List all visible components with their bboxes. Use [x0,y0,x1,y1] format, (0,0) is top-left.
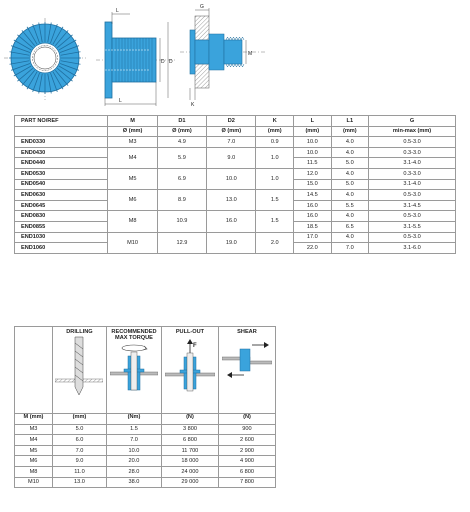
part-ref-cell: END0430 [15,147,108,158]
header-l: L [294,116,332,127]
l1-cell: 4.0 [331,147,369,158]
perf-shear-cell: 7 800 [218,477,275,488]
performance-units-row [15,414,276,425]
perf-shear-cell: 6 800 [218,466,275,477]
perf-drilling-cell: 5.0 [52,424,106,435]
g-cell: 3.1-6.0 [369,243,456,254]
drill-illustration [55,335,103,403]
perf-shear-cell: 2 900 [218,445,275,456]
drilling-label: DRILLING [66,329,93,335]
perf-m-cell: M6 [15,456,53,467]
perf-unit-drilling: (mm) [52,414,106,425]
header-drilling [52,327,106,414]
m-cell: M5 [108,168,157,189]
perf-drilling-cell: 11.0 [52,466,106,477]
unit-g: min-max (mm) [369,126,456,137]
l1-cell: 4.0 [331,190,369,201]
d1-cell: 6.9 [157,168,206,189]
table-row [15,477,276,488]
perf-drilling-cell: 7.0 [52,445,106,456]
d2-cell: 9.0 [207,147,256,168]
performance-header-row [15,327,276,414]
g-cell: 3.1-4.0 [369,179,456,190]
dimensions-table [14,115,456,254]
perf-torque-cell: 20.0 [106,456,161,467]
g-cell: 0.5-3.0 [369,137,456,148]
perf-torque-cell: 1.5 [106,424,161,435]
g-cell: 0.3-3.0 [369,147,456,158]
header-m: M [108,116,157,127]
d2-cell: 10.0 [207,168,256,189]
m-cell: M3 [108,137,157,148]
k-cell: 1.5 [256,211,294,232]
m-cell: M4 [108,147,157,168]
l-cell: 22.0 [294,243,332,254]
unit-l: (mm) [294,126,332,137]
unit-m: Ø (mm) [108,126,157,137]
perf-torque-cell: 7.0 [106,435,161,446]
part-ref-cell: END1060 [15,243,108,254]
part-ref-cell: END0855 [15,221,108,232]
dim-label-d2: D [169,59,173,65]
l1-cell: 4.0 [331,232,369,243]
d2-cell: 19.0 [207,232,256,253]
pullout-label: PULL-OUT [175,329,205,335]
perf-unit-torque: (Nm) [106,414,161,425]
header-blank [15,327,53,414]
m-cell: M8 [108,211,157,232]
k-cell: 2.0 [256,232,294,253]
l-cell: 10.0 [294,137,332,148]
k-cell: 1.0 [256,147,294,168]
dim-label-d1: D [161,59,165,65]
part-ref-cell: END0645 [15,200,108,211]
unit-l1: (mm) [331,126,369,137]
torque-illustration [110,342,158,394]
m-cell: M6 [108,190,157,211]
header-shear [218,327,275,414]
g-cell: 0.5-3.0 [369,211,456,222]
dim-label-g: G [200,4,204,10]
perf-pullout-cell: 11 700 [161,445,218,456]
table-row [15,190,456,201]
g-cell: 0.3-3.0 [369,168,456,179]
perf-shear-cell: 4 900 [218,456,275,467]
table-row [15,435,276,446]
perf-torque-cell: 10.0 [106,445,161,456]
l1-cell: 5.0 [331,179,369,190]
d1-cell: 5.9 [157,147,206,168]
part-ref-cell: END0330 [15,137,108,148]
header-part-no: PART NO/REF [15,116,108,127]
side-view-drawing [96,8,175,106]
m-cell: M10 [108,232,157,253]
l-cell: 16.0 [294,200,332,211]
dim-label-m: M [248,51,253,57]
g-cell: 3.1-5.5 [369,221,456,232]
unit-k: (mm) [256,126,294,137]
d1-cell: 12.9 [157,232,206,253]
perf-shear-cell: 900 [218,424,275,435]
performance-table-container [14,326,276,488]
d2-cell: 16.0 [207,211,256,232]
g-cell: 0.5-3.0 [369,232,456,243]
perf-unit-pullout: (N) [161,414,218,425]
l1-cell: 6.5 [331,221,369,232]
l1-cell: 7.0 [331,243,369,254]
table-row [15,456,276,467]
perf-m-cell: M3 [15,424,53,435]
dimensions-units-row [15,126,456,137]
unit-d1: Ø (mm) [157,126,206,137]
part-ref-cell: END0540 [15,179,108,190]
part-ref-cell: END0830 [15,211,108,222]
performance-table [14,326,276,488]
header-l1: L1 [331,116,369,127]
l1-cell: 4.0 [331,137,369,148]
header-g: G [369,116,456,127]
header-d2: D2 [207,116,256,127]
g-cell: 0.5-3.0 [369,190,456,201]
perf-drilling-cell: 9.0 [52,456,106,467]
part-ref-cell: END0630 [15,190,108,201]
k-cell: 0.9 [256,137,294,148]
torque-label: RECOMMENDED MAX TORQUE [111,329,157,342]
l-cell: 14.5 [294,190,332,201]
perf-pullout-cell: 24 000 [161,466,218,477]
installed-view-drawing [180,4,265,108]
perf-unit-shear: (N) [218,414,275,425]
g-cell: 3.1-4.5 [369,200,456,211]
dimensions-header-row [15,116,456,127]
table-row [15,137,456,148]
perf-m-cell: M5 [15,445,53,456]
table-row [15,424,276,435]
part-ref-cell: END1030 [15,232,108,243]
l-cell: 12.0 [294,168,332,179]
l-cell: 17.0 [294,232,332,243]
table-row [15,466,276,477]
l1-cell: 5.0 [331,158,369,169]
d2-cell: 13.0 [207,190,256,211]
pullout-illustration [165,335,215,397]
l1-cell: 5.5 [331,200,369,211]
k-cell: 1.5 [256,190,294,211]
l-cell: 11.5 [294,158,332,169]
shear-label: SHEAR [237,329,257,335]
perf-torque-cell: 28.0 [106,466,161,477]
perf-m-cell: M4 [15,435,53,446]
l-cell: 16.0 [294,211,332,222]
g-cell: 3.1-4.0 [369,158,456,169]
perf-pullout-cell: 6 800 [161,435,218,446]
technical-drawings [0,0,470,110]
dim-label-l: L [119,98,122,104]
l-cell: 15.0 [294,179,332,190]
perf-unit-m: M (mm) [15,414,53,425]
front-view-drawing [4,18,86,100]
perf-m-cell: M10 [15,477,53,488]
table-row [15,147,456,158]
perf-pullout-cell: 29 000 [161,477,218,488]
l-cell: 10.0 [294,147,332,158]
dim-label-k: K [191,102,195,108]
header-d1: D1 [157,116,206,127]
perf-drilling-cell: 6.0 [52,435,106,446]
header-k: K [256,116,294,127]
perf-pullout-cell: 3 800 [161,424,218,435]
l1-cell: 4.0 [331,211,369,222]
l-cell: 18.5 [294,221,332,232]
shear-illustration [222,335,272,385]
perf-pullout-cell: 18 000 [161,456,218,467]
l1-cell: 4.0 [331,168,369,179]
d1-cell: 10.9 [157,211,206,232]
perf-drilling-cell: 13.0 [52,477,106,488]
perf-torque-cell: 38.0 [106,477,161,488]
d2-cell: 7.0 [207,137,256,148]
k-cell: 1.0 [256,168,294,189]
table-row [15,445,276,456]
perf-shear-cell: 2 600 [218,435,275,446]
header-torque [106,327,161,414]
dim-label-l1: L [116,8,119,14]
table-row [15,232,456,243]
d1-cell: 4.9 [157,137,206,148]
table-row [15,168,456,179]
part-ref-cell: END0530 [15,168,108,179]
unit-d2: Ø (mm) [207,126,256,137]
table-row [15,211,456,222]
header-pullout [161,327,218,414]
pullout-force-label: F [192,343,197,350]
unit-part-no [15,126,108,137]
perf-m-cell: M8 [15,466,53,477]
d1-cell: 8.9 [157,190,206,211]
part-ref-cell: END0440 [15,158,108,169]
